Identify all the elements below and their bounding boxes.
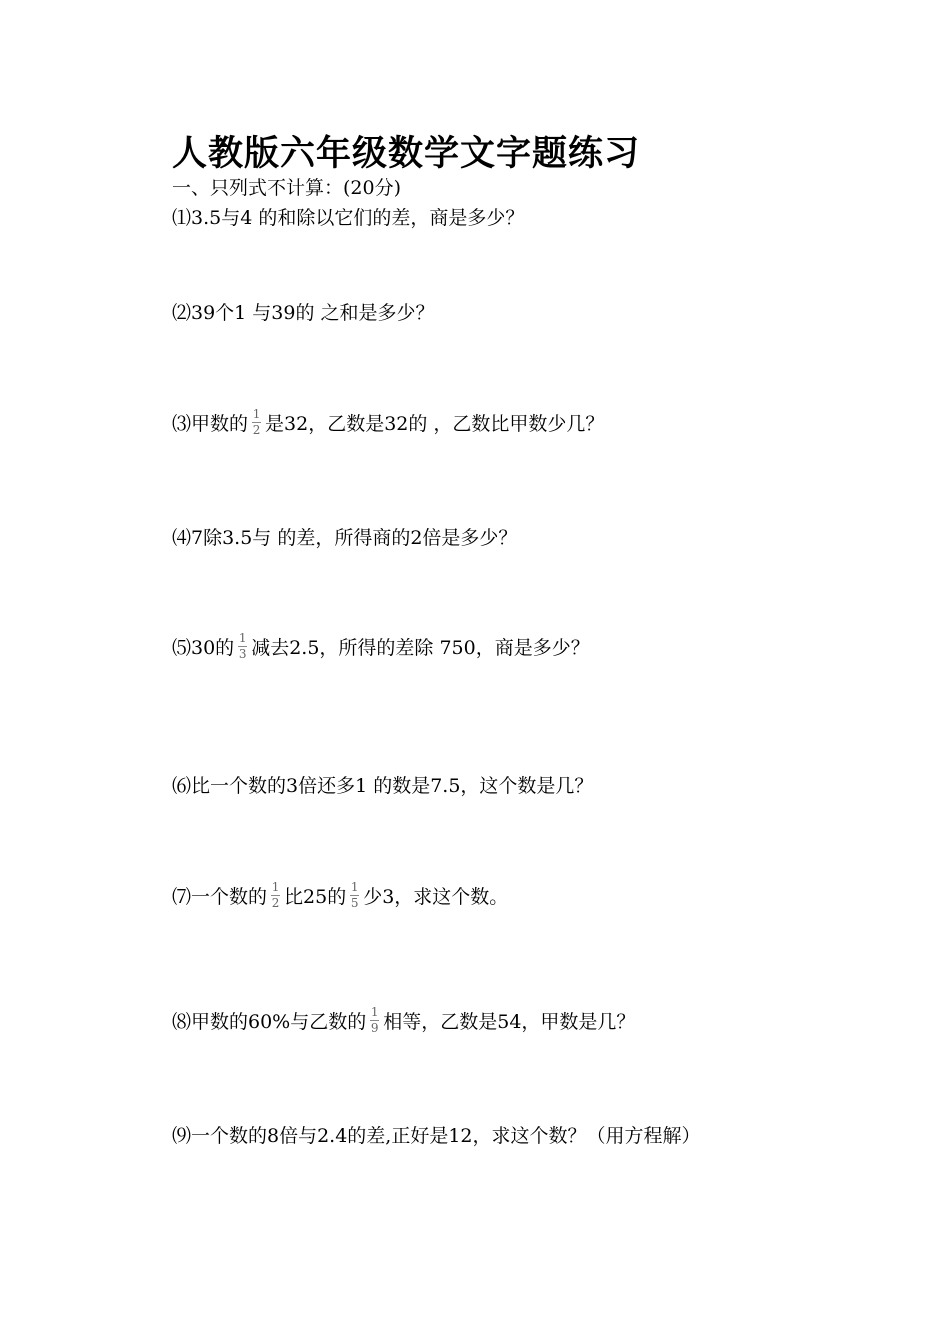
fraction-numerator: 1 [350, 879, 359, 894]
question-2 [172, 291, 435, 331]
question-1 [172, 196, 524, 236]
question-text: 是32，乙数是32的 ，乙数比甲数少几？ [265, 412, 605, 435]
question-text: 相等，乙数是54，甲数是几？ [383, 1010, 636, 1033]
fraction [350, 881, 359, 910]
question-text: ⑵39个1 与39的 之和是多少？ [172, 301, 435, 324]
question-8 [172, 1000, 635, 1040]
fraction-numerator: 1 [252, 406, 261, 421]
fraction-numerator: 1 [271, 879, 280, 894]
fraction [370, 1006, 379, 1035]
fraction-denominator: 9 [370, 1020, 379, 1035]
question-5 [172, 626, 590, 666]
question-text: ⑴3.5与4 的和除以它们的差，商是多少？ [172, 206, 525, 229]
question-text: ⑻甲数的60%与乙数的 [172, 1010, 367, 1033]
fraction-denominator: 5 [350, 895, 359, 910]
fraction-numerator: 1 [238, 630, 247, 645]
question-text: 少3，求这个数。 [363, 885, 509, 908]
page-title: 人教版六年级数学文字题练习 [172, 133, 641, 174]
section-heading: 一、只列式不计算：(20分) [172, 177, 402, 199]
question-text: ⑸30的 [172, 636, 235, 659]
question-text: ⑶甲数的 [172, 412, 249, 435]
question-text: ⑺一个数的 [172, 885, 268, 908]
question-text: ⑹比一个数的3倍还多1 的数是7.5，这个数是几？ [172, 774, 594, 797]
question-text: ⑷7除3.5与 的差，所得商的2倍是多少？ [172, 526, 518, 549]
fraction [252, 408, 261, 437]
fraction-denominator: 2 [252, 422, 261, 437]
question-text: 比25的 [284, 885, 347, 908]
fraction [238, 632, 247, 661]
question-text: 减去2.5，所得的差除 750，商是多少？ [251, 636, 590, 659]
fraction [271, 881, 280, 910]
fraction-denominator: 2 [271, 895, 280, 910]
fraction-numerator: 1 [370, 1004, 379, 1019]
question-9 [172, 1114, 701, 1154]
fraction-denominator: 3 [238, 646, 247, 661]
question-6 [172, 764, 593, 804]
question-3 [172, 402, 604, 442]
question-4 [172, 516, 517, 556]
question-7 [172, 875, 508, 915]
question-text: ⑼一个数的8倍与2.4的差,正好是12，求这个数？（用方程解） [172, 1124, 701, 1147]
